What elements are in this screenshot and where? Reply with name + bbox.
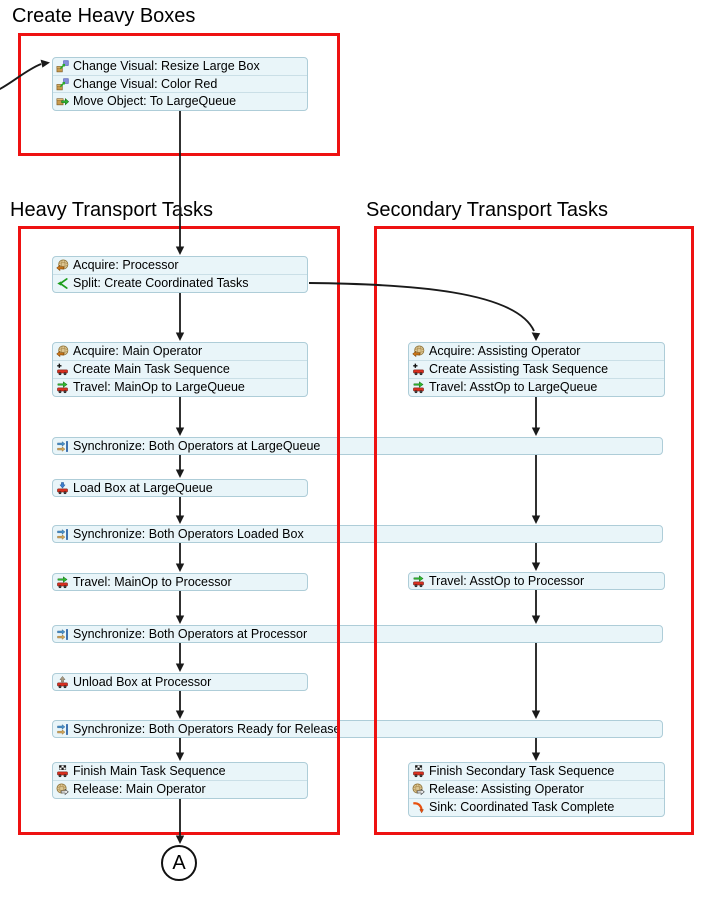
activity-label: Change Visual: Resize Large Box — [73, 58, 260, 73]
container-secondary-transport-tasks[interactable] — [374, 226, 694, 835]
container-title-create-heavy-boxes: Create Heavy Boxes — [12, 5, 196, 27]
activity-label: Synchronize: Both Operators Ready for Release — [73, 721, 341, 736]
activity-label: Unload Box at Processor — [73, 674, 212, 689]
activity-label: Acquire: Processor — [73, 258, 179, 272]
container-title-secondary-transport-tasks: Secondary Transport Tasks — [366, 199, 608, 221]
container-create-heavy-boxes[interactable] — [18, 33, 340, 156]
activity-label: Create Main Task Sequence — [73, 362, 230, 376]
activity-label: Split: Create Coordinated Tasks — [73, 276, 249, 290]
activity-label: Synchronize: Both Operators at Processor — [73, 626, 308, 641]
activity-label: Sink: Coordinated Task Complete — [429, 800, 615, 814]
activity-label: Travel: MainOp to LargeQueue — [73, 380, 245, 394]
flow-connector-a[interactable] — [161, 845, 197, 881]
activity-label: Travel: MainOp to Processor — [73, 574, 232, 589]
activity-label: Finish Main Task Sequence — [73, 764, 226, 778]
activity-label: Acquire: Assisting Operator — [429, 344, 581, 358]
activity-label: Change Visual: Color Red — [73, 76, 218, 91]
activity-label: Create Assisting Task Sequence — [429, 362, 609, 376]
flow-connector-label: A — [172, 851, 186, 874]
activity-label: Synchronize: Both Operators at LargeQueue — [73, 438, 321, 453]
container-title-heavy-transport-tasks: Heavy Transport Tasks — [10, 199, 214, 221]
activity-label: Release: Assisting Operator — [429, 782, 584, 796]
activity-label: Synchronize: Both Operators Loaded Box — [73, 526, 304, 541]
activity-label: Load Box at LargeQueue — [73, 480, 213, 495]
activity-label: Travel: AsstOp to LargeQueue — [429, 380, 598, 394]
activity-label: Travel: AsstOp to Processor — [429, 573, 585, 588]
activity-label: Release: Main Operator — [73, 782, 206, 796]
container-heavy-transport-tasks[interactable] — [18, 226, 340, 835]
activity-label: Move Object: To LargeQueue — [73, 94, 237, 109]
activity-label: Finish Secondary Task Sequence — [429, 764, 615, 778]
activity-label: Acquire: Main Operator — [73, 344, 203, 358]
